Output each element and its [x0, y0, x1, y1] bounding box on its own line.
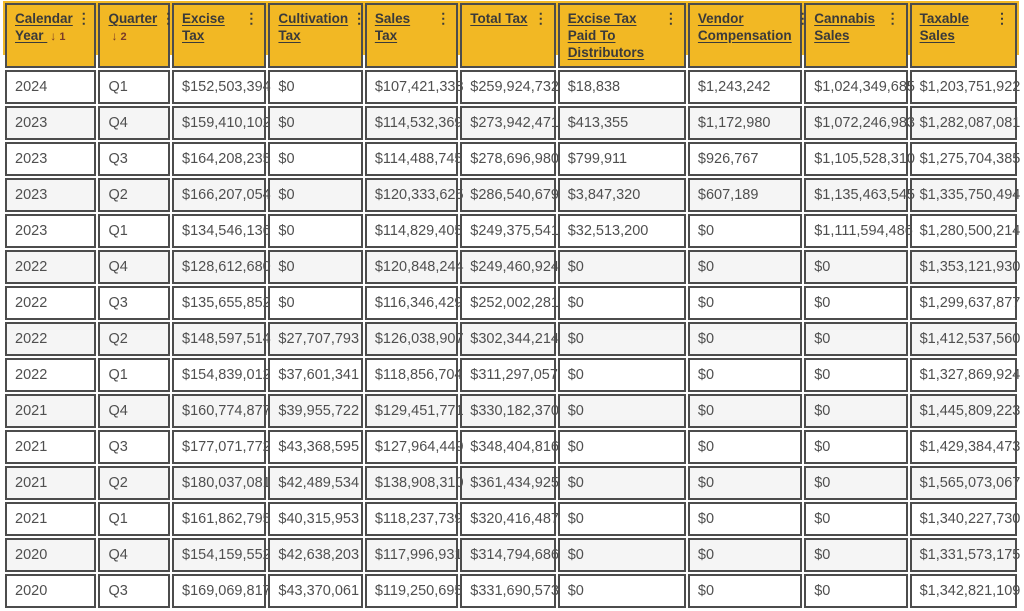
- column-menu-kebab-icon[interactable]: ⋮: [76, 10, 91, 26]
- cell-excise-tax-paid-to-distributors: $0: [558, 322, 686, 356]
- column-header-calendar-year[interactable]: [5, 3, 96, 68]
- cell-cultivation-tax: $0: [268, 250, 362, 284]
- column-header-vendor-compensation[interactable]: [688, 3, 810, 68]
- cell-cultivation-tax: $42,638,203: [268, 538, 362, 572]
- cell-excise-tax-paid-to-distributors: $18,838: [558, 70, 686, 104]
- cell-cannabis-sales: $1,072,246,983: [804, 106, 907, 140]
- cell-taxable-sales: $1,282,087,081: [910, 106, 1017, 140]
- cell-vendor-compensation: $0: [688, 502, 802, 536]
- cell-calendar-year: 2021: [5, 394, 96, 428]
- cell-sales-tax: $107,421,338: [365, 70, 458, 104]
- cell-quarter: Q4: [98, 394, 170, 428]
- cell-cannabis-sales: $1,105,528,310: [804, 142, 907, 176]
- cell-cultivation-tax: $27,707,793: [268, 322, 362, 356]
- cell-excise-tax-paid-to-distributors: $0: [558, 286, 686, 320]
- cell-taxable-sales: $1,203,751,922: [910, 70, 1017, 104]
- cell-sales-tax: $114,532,369: [365, 106, 458, 140]
- cell-quarter: Q3: [98, 574, 170, 608]
- cell-excise-tax-paid-to-distributors: $0: [558, 538, 686, 572]
- cell-excise-tax: $135,655,852: [172, 286, 266, 320]
- cell-quarter: Q4: [98, 250, 170, 284]
- cell-cannabis-sales: $0: [804, 358, 907, 392]
- cell-cannabis-sales: $0: [804, 466, 907, 500]
- column-header-inner: [568, 10, 680, 61]
- cell-excise-tax: $164,208,235: [172, 142, 266, 176]
- cell-excise-tax: $134,546,136: [172, 214, 266, 248]
- cell-quarter: Q3: [98, 430, 170, 464]
- cell-excise-tax-paid-to-distributors: $0: [558, 574, 686, 608]
- cell-sales-tax: $126,038,907: [365, 322, 458, 356]
- table-row: [5, 502, 1017, 536]
- cell-calendar-year: 2023: [5, 142, 96, 176]
- cell-taxable-sales: $1,331,573,175: [910, 538, 1017, 572]
- cell-vendor-compensation: $0: [688, 322, 802, 356]
- cell-quarter: Q4: [98, 538, 170, 572]
- cell-quarter: Q1: [98, 70, 170, 104]
- table-row: [5, 142, 1017, 176]
- cell-cannabis-sales: $0: [804, 250, 907, 284]
- cell-excise-tax-paid-to-distributors: $799,911: [558, 142, 686, 176]
- cell-total-tax: $311,297,057: [460, 358, 555, 392]
- column-menu-kebab-icon[interactable]: ⋮: [663, 10, 678, 26]
- cell-vendor-compensation: $0: [688, 574, 802, 608]
- sort-order-number: 1: [56, 31, 66, 43]
- cell-calendar-year: 2021: [5, 466, 96, 500]
- column-header-label[interactable]: Taxable Sales: [919, 11, 969, 43]
- cell-excise-tax: $154,839,012: [172, 358, 266, 392]
- column-header-inner: [182, 10, 260, 44]
- cell-vendor-compensation: $0: [688, 466, 802, 500]
- column-header-excise-tax-paid-to-distributors[interactable]: [558, 3, 686, 68]
- cell-cultivation-tax: $43,368,595: [268, 430, 362, 464]
- cell-quarter: Q2: [98, 322, 170, 356]
- cell-total-tax: $302,344,214: [460, 322, 555, 356]
- cell-sales-tax: $114,829,405: [365, 214, 458, 248]
- table-row: [5, 322, 1017, 356]
- cannabis-tax-table: [3, 1, 1019, 610]
- cell-excise-tax: $154,159,552: [172, 538, 266, 572]
- cell-taxable-sales: $1,280,500,214: [910, 214, 1017, 248]
- column-header-label[interactable]: Total Tax: [470, 11, 528, 26]
- cell-quarter: Q2: [98, 178, 170, 212]
- cell-total-tax: $249,460,924: [460, 250, 555, 284]
- cell-total-tax: $320,416,487: [460, 502, 555, 536]
- column-header-label[interactable]: Excise Tax Paid To Distributors: [567, 11, 645, 60]
- column-menu-kebab-icon[interactable]: ⋮: [352, 10, 367, 26]
- cell-calendar-year: 2024: [5, 70, 96, 104]
- cell-taxable-sales: $1,412,537,560: [910, 322, 1017, 356]
- column-header-taxable-sales[interactable]: [910, 3, 1017, 68]
- table-row: [5, 358, 1017, 392]
- cell-excise-tax-paid-to-distributors: $0: [558, 502, 686, 536]
- cell-excise-tax-paid-to-distributors: $32,513,200: [558, 214, 686, 248]
- cell-excise-tax: $169,069,817: [172, 574, 266, 608]
- cell-vendor-compensation: $0: [688, 286, 802, 320]
- column-header-total-tax[interactable]: [460, 3, 555, 68]
- cell-cultivation-tax: $40,315,953: [268, 502, 362, 536]
- cell-quarter: Q1: [98, 358, 170, 392]
- column-header-label[interactable]: Calendar Year ↓ 1: [15, 10, 73, 46]
- column-header-label[interactable]: Cannabis Sales: [814, 11, 875, 43]
- cell-vendor-compensation: $1,172,980: [688, 106, 802, 140]
- sort-descending-indicator: [111, 28, 126, 46]
- cell-cultivation-tax: $0: [268, 178, 362, 212]
- cell-cannabis-sales: $0: [804, 430, 907, 464]
- cell-sales-tax: $114,488,745: [365, 142, 458, 176]
- cell-vendor-compensation: $0: [688, 538, 802, 572]
- cell-calendar-year: 2022: [5, 286, 96, 320]
- cell-cultivation-tax: $0: [268, 106, 362, 140]
- cell-vendor-compensation: $0: [688, 430, 802, 464]
- cell-sales-tax: $127,964,449: [365, 430, 458, 464]
- column-header-label[interactable]: Cultivation Tax: [278, 11, 349, 43]
- cell-total-tax: $314,794,686: [460, 538, 555, 572]
- cell-cannabis-sales: $0: [804, 322, 907, 356]
- arrow-down-icon: ↓: [111, 29, 118, 43]
- cell-total-tax: $361,434,925: [460, 466, 555, 500]
- column-header-cannabis-sales[interactable]: [804, 3, 907, 68]
- cell-total-tax: $331,690,573: [460, 574, 555, 608]
- column-menu-kebab-icon[interactable]: ⋮: [161, 10, 176, 26]
- cell-total-tax: $273,942,471: [460, 106, 555, 140]
- cell-vendor-compensation: $1,243,242: [688, 70, 802, 104]
- cell-vendor-compensation: $926,767: [688, 142, 802, 176]
- column-header-sales-tax[interactable]: [365, 3, 458, 68]
- cell-sales-tax: $120,333,625: [365, 178, 458, 212]
- cell-excise-tax-paid-to-distributors: $3,847,320: [558, 178, 686, 212]
- cell-excise-tax-paid-to-distributors: $0: [558, 250, 686, 284]
- column-header-inner: [108, 10, 176, 46]
- cell-excise-tax: $180,037,081: [172, 466, 266, 500]
- column-header-inner: [470, 10, 549, 27]
- cell-taxable-sales: $1,565,073,067: [910, 466, 1017, 500]
- cell-calendar-year: 2023: [5, 106, 96, 140]
- cell-cannabis-sales: $0: [804, 538, 907, 572]
- cell-vendor-compensation: $0: [688, 214, 802, 248]
- cell-excise-tax: $161,862,795: [172, 502, 266, 536]
- cell-sales-tax: $118,856,704: [365, 358, 458, 392]
- table-row: [5, 106, 1017, 140]
- arrow-down-icon: ↓: [50, 29, 57, 43]
- cell-excise-tax: $160,774,877: [172, 394, 266, 428]
- cell-cultivation-tax: $0: [268, 286, 362, 320]
- cell-vendor-compensation: $0: [688, 250, 802, 284]
- column-header-label[interactable]: Quarter ↓ 2: [108, 10, 157, 46]
- cell-cultivation-tax: $43,370,061: [268, 574, 362, 608]
- cell-cultivation-tax: $0: [268, 70, 362, 104]
- cell-taxable-sales: $1,445,809,223: [910, 394, 1017, 428]
- column-menu-kebab-icon[interactable]: ⋮: [795, 10, 810, 26]
- cell-total-tax: $278,696,980: [460, 142, 555, 176]
- cell-calendar-year: 2023: [5, 214, 96, 248]
- sort-descending-indicator: [50, 28, 65, 46]
- cell-sales-tax: $138,908,310: [365, 466, 458, 500]
- cell-taxable-sales: $1,275,704,385: [910, 142, 1017, 176]
- cell-taxable-sales: $1,353,121,930: [910, 250, 1017, 284]
- table-row: [5, 214, 1017, 248]
- cell-sales-tax: $116,346,429: [365, 286, 458, 320]
- cell-excise-tax: $128,612,680: [172, 250, 266, 284]
- cell-excise-tax-paid-to-distributors: $413,355: [558, 106, 686, 140]
- sort-order-number: 2: [117, 31, 127, 43]
- cell-calendar-year: 2020: [5, 574, 96, 608]
- column-header-label[interactable]: Vendor Compensation: [697, 11, 792, 43]
- cell-excise-tax-paid-to-distributors: $0: [558, 466, 686, 500]
- cell-taxable-sales: $1,429,384,473: [910, 430, 1017, 464]
- cell-sales-tax: $119,250,695: [365, 574, 458, 608]
- table-row: [5, 250, 1017, 284]
- cell-sales-tax: $129,451,771: [365, 394, 458, 428]
- cell-total-tax: $348,404,816: [460, 430, 555, 464]
- column-header-label[interactable]: Excise Tax: [182, 11, 225, 43]
- cell-total-tax: $259,924,732: [460, 70, 555, 104]
- cell-cannabis-sales: $0: [804, 574, 907, 608]
- cell-cannabis-sales: $1,135,463,545: [804, 178, 907, 212]
- column-header-inner: [375, 10, 452, 44]
- cell-calendar-year: 2022: [5, 358, 96, 392]
- column-header-quarter[interactable]: [98, 3, 176, 68]
- cell-calendar-year: 2022: [5, 322, 96, 356]
- column-menu-kebab-icon[interactable]: ⋮: [995, 10, 1009, 26]
- cell-total-tax: $330,182,370: [460, 394, 555, 428]
- cell-vendor-compensation: $607,189: [688, 178, 802, 212]
- cell-vendor-compensation: $0: [688, 358, 802, 392]
- cell-total-tax: $249,375,541: [460, 214, 555, 248]
- cell-sales-tax: $118,237,739: [365, 502, 458, 536]
- column-header-cultivation-tax[interactable]: [268, 3, 367, 68]
- table-row: [5, 394, 1017, 428]
- cell-taxable-sales: $1,299,637,877: [910, 286, 1017, 320]
- cell-total-tax: $252,002,281: [460, 286, 555, 320]
- table-row: [5, 286, 1017, 320]
- column-menu-kebab-icon[interactable]: ⋮: [533, 10, 548, 26]
- cell-vendor-compensation: $0: [688, 394, 802, 428]
- cell-cultivation-tax: $42,489,534: [268, 466, 362, 500]
- cell-quarter: Q4: [98, 106, 170, 140]
- cell-calendar-year: 2021: [5, 430, 96, 464]
- column-header-label[interactable]: Sales Tax: [374, 11, 411, 43]
- column-header-inner: [15, 10, 90, 46]
- cell-cultivation-tax: $0: [268, 214, 362, 248]
- table-row: [5, 178, 1017, 212]
- table-row: [5, 574, 1017, 608]
- cell-quarter: Q1: [98, 502, 170, 536]
- table-row: [5, 70, 1017, 104]
- cell-sales-tax: $120,848,244: [365, 250, 458, 284]
- column-menu-kebab-icon[interactable]: ⋮: [244, 10, 259, 26]
- column-header-inner: [278, 10, 367, 44]
- column-menu-kebab-icon[interactable]: ⋮: [885, 10, 900, 26]
- cell-excise-tax-paid-to-distributors: $0: [558, 394, 686, 428]
- cell-cannabis-sales: $0: [804, 502, 907, 536]
- cell-calendar-year: 2020: [5, 538, 96, 572]
- table-row: [5, 430, 1017, 464]
- cell-cannabis-sales: $0: [804, 286, 907, 320]
- cell-excise-tax: $166,207,054: [172, 178, 266, 212]
- cell-cannabis-sales: $0: [804, 394, 907, 428]
- cell-cultivation-tax: $39,955,722: [268, 394, 362, 428]
- cell-excise-tax: $159,410,102: [172, 106, 266, 140]
- cell-cannabis-sales: $1,024,349,685: [804, 70, 907, 104]
- column-header-inner: [814, 10, 901, 44]
- cell-excise-tax: $177,071,772: [172, 430, 266, 464]
- table-header-row: [5, 3, 1017, 68]
- cell-cannabis-sales: $1,111,594,486: [804, 214, 907, 248]
- cell-sales-tax: $117,996,931: [365, 538, 458, 572]
- table-row: [5, 538, 1017, 572]
- cell-taxable-sales: $1,335,750,494: [910, 178, 1017, 212]
- cell-excise-tax-paid-to-distributors: $0: [558, 430, 686, 464]
- cell-quarter: Q1: [98, 214, 170, 248]
- table-row: [5, 466, 1017, 500]
- cell-taxable-sales: $1,327,869,924: [910, 358, 1017, 392]
- cell-excise-tax-paid-to-distributors: $0: [558, 358, 686, 392]
- cell-calendar-year: 2023: [5, 178, 96, 212]
- cell-excise-tax: $152,503,394: [172, 70, 266, 104]
- cell-cultivation-tax: $0: [268, 142, 362, 176]
- cell-cultivation-tax: $37,601,341: [268, 358, 362, 392]
- cell-calendar-year: 2022: [5, 250, 96, 284]
- cell-quarter: Q3: [98, 142, 170, 176]
- cell-calendar-year: 2021: [5, 502, 96, 536]
- column-header-excise-tax[interactable]: [172, 3, 266, 68]
- cell-quarter: Q3: [98, 286, 170, 320]
- cell-total-tax: $286,540,679: [460, 178, 555, 212]
- cell-taxable-sales: $1,340,227,730: [910, 502, 1017, 536]
- column-header-inner: [697, 10, 810, 44]
- cell-quarter: Q2: [98, 466, 170, 500]
- column-menu-kebab-icon[interactable]: ⋮: [436, 10, 451, 26]
- table-body: [5, 70, 1021, 608]
- cell-taxable-sales: $1,342,821,109: [910, 574, 1017, 608]
- cell-excise-tax: $148,597,514: [172, 322, 266, 356]
- column-header-inner: [920, 10, 1011, 44]
